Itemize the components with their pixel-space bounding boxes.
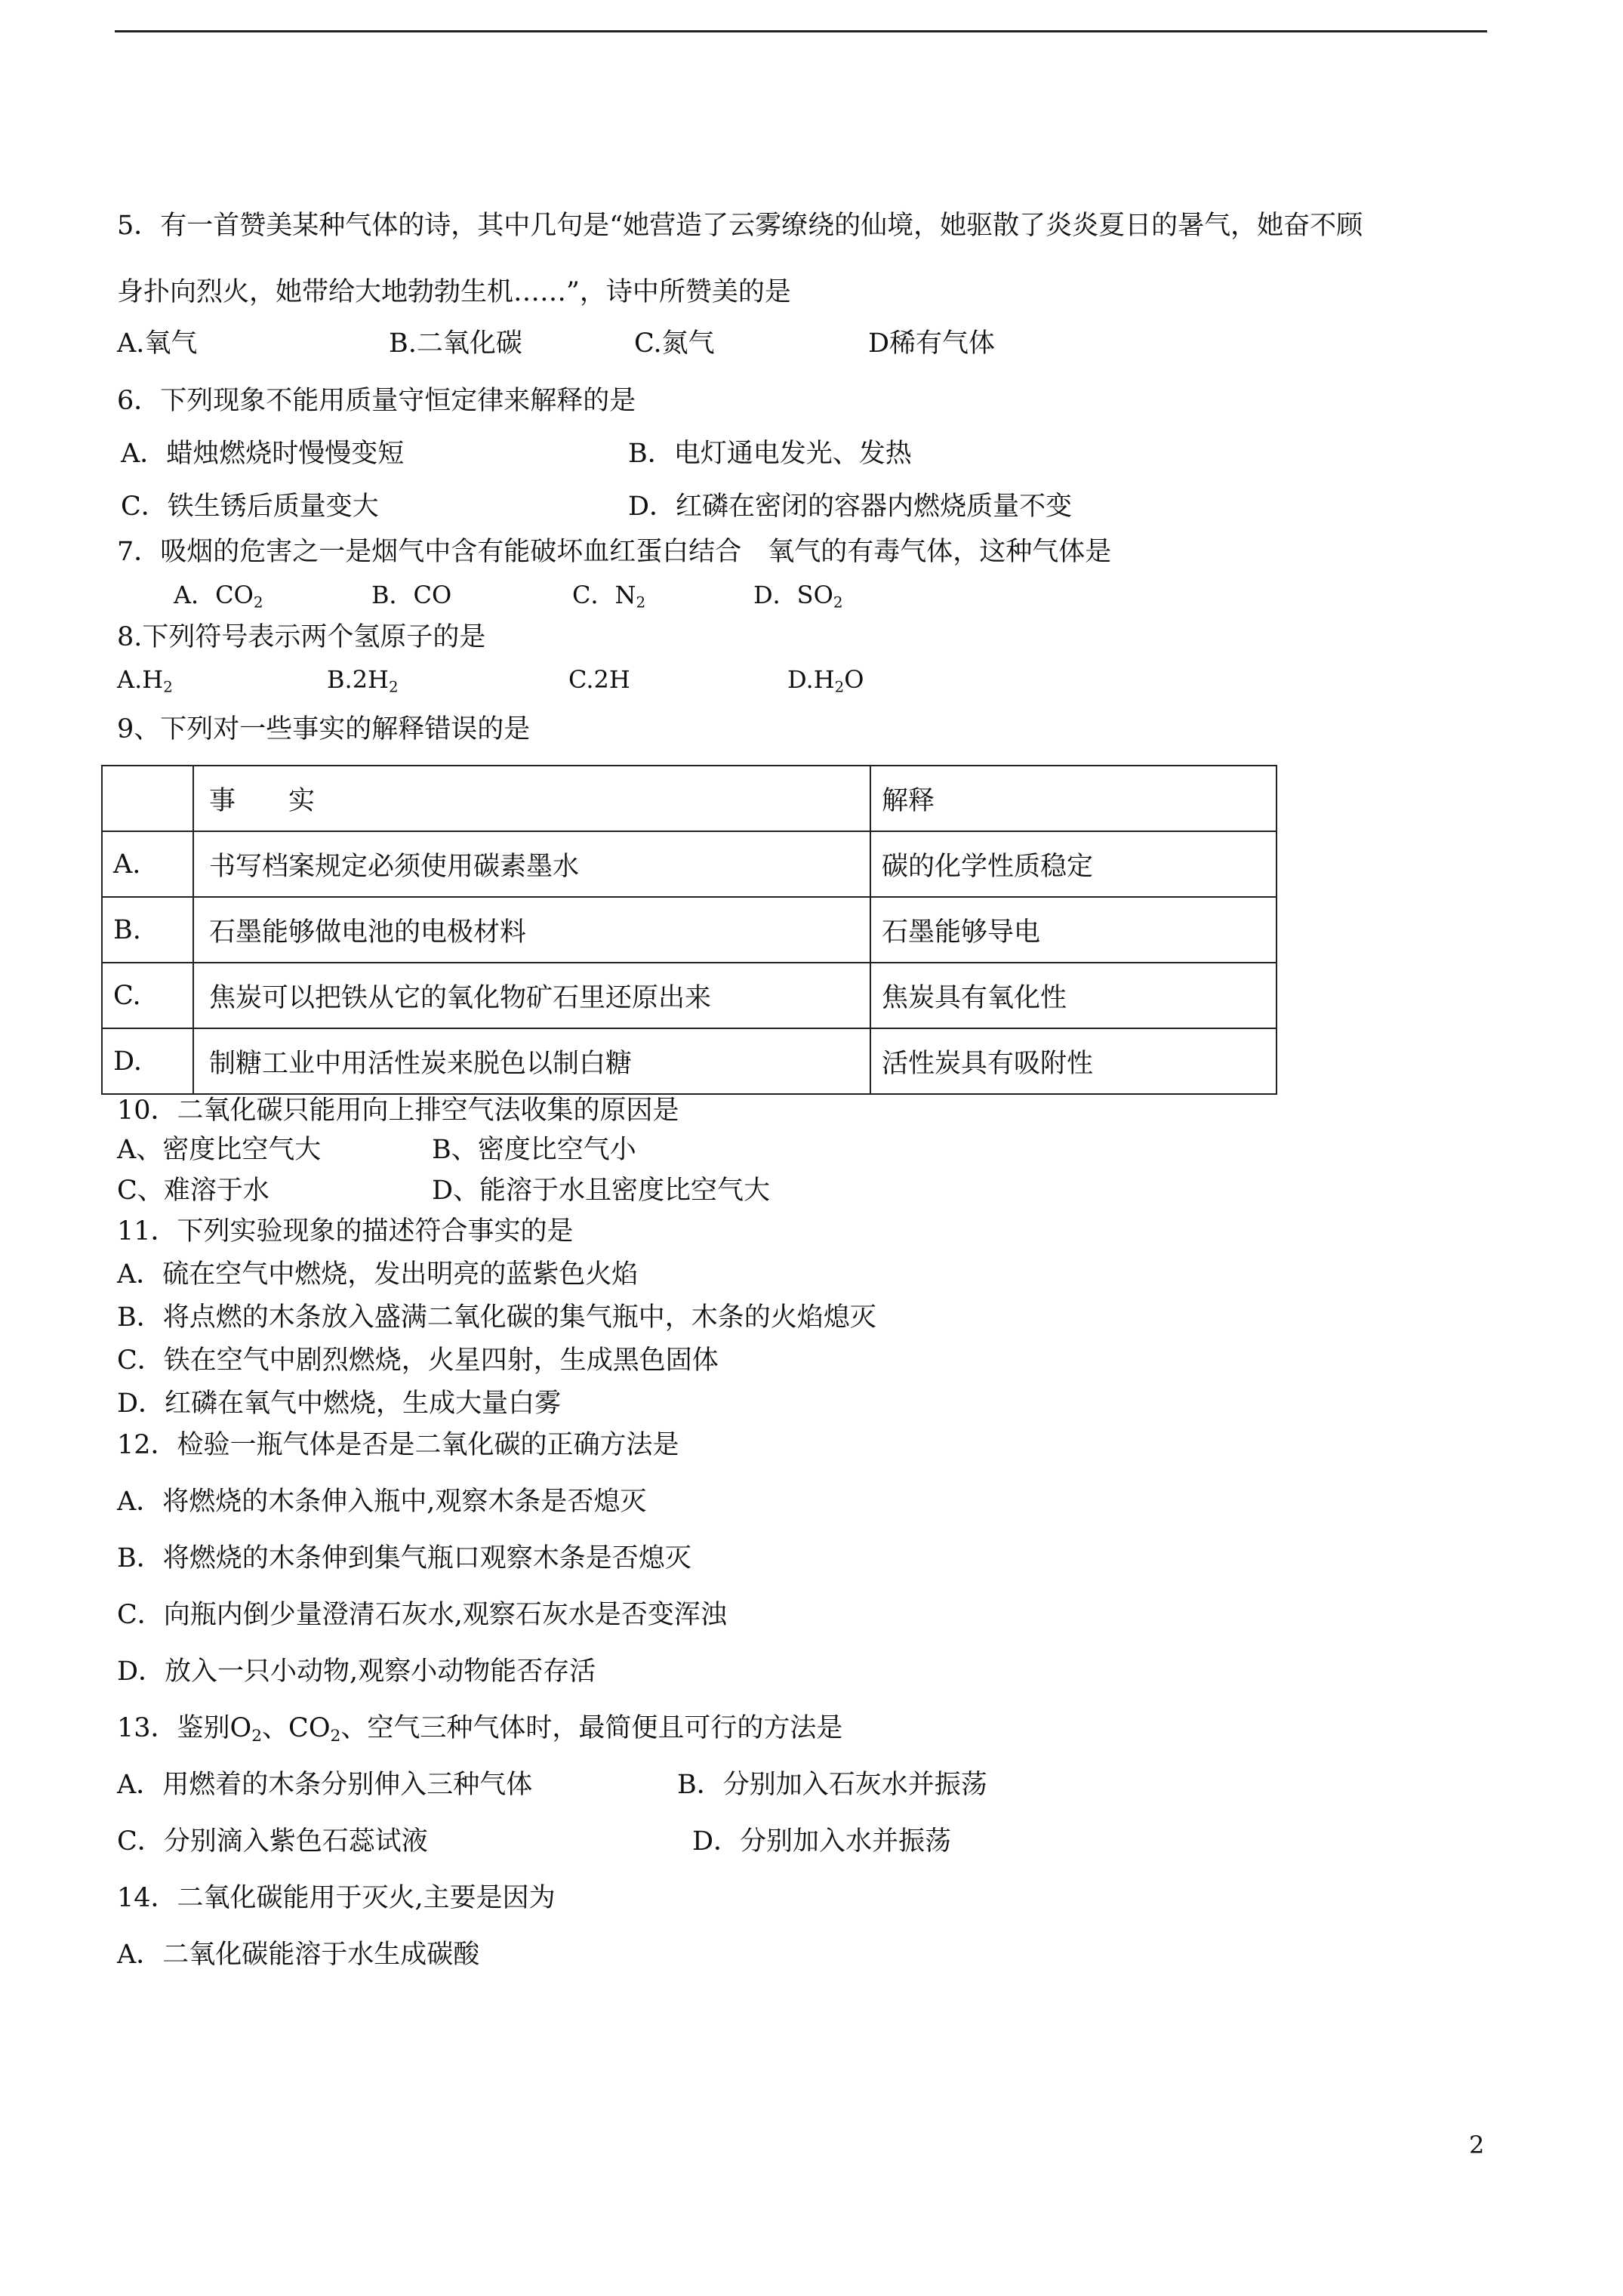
- q6-stem: 6．下列现象不能用质量守恒定律来解释的是: [117, 386, 636, 416]
- q9-stem: 9、下列对一些事实的解释错误的是: [117, 714, 531, 744]
- q11-option-b: B．将点燃的木条放入盛满二氧化碳的集气瓶中，木条的火焰熄灭: [117, 1302, 876, 1333]
- table-header-cell: [102, 766, 193, 831]
- q7-stem: 7．吸烟的危害之一是烟气中含有能破坏血红蛋白结合 氧气的有毒气体，这种气体是: [117, 537, 1112, 567]
- q10-option-a: A、密度比空气大: [117, 1135, 322, 1165]
- q7-option-a: A．$CO_2$: [174, 581, 263, 612]
- table-cell: B.: [102, 897, 193, 963]
- table-row: [102, 831, 1277, 897]
- q8-option-d: $D.H_2O$: [787, 665, 864, 696]
- table-cell: D.: [102, 1028, 193, 1094]
- q12-option-d: D．放入一只小动物,观察小动物能否存活: [117, 1657, 596, 1687]
- table-cell: 制糖工业中用活性炭来脱色以制白糖: [193, 1028, 870, 1094]
- q6-option-c: C．铁生锈后质量变大: [121, 492, 379, 522]
- facts-table: [101, 765, 1277, 1095]
- table-header-cell: 解释: [870, 766, 1277, 831]
- table-cell: 石墨能够导电: [870, 897, 1277, 963]
- q12-option-b: B．将燃烧的木条伸到集气瓶口观察木条是否熄灭: [117, 1543, 691, 1573]
- q5-option-b: B.二氧化碳: [389, 328, 522, 359]
- q5-option-a: A.氧气: [117, 328, 198, 359]
- q5-option-d: D稀有气体: [868, 328, 996, 359]
- q5-option-c: C.氮气: [634, 328, 715, 359]
- q6-option-a: A．蜡烛燃烧时慢慢变短: [121, 439, 405, 469]
- q13-option-c: C．分别滴入紫色石蕊试液: [117, 1826, 428, 1857]
- q8-option-c: C.2H: [568, 665, 630, 694]
- q13-option-a: A．用燃着的木条分别伸入三种气体: [117, 1770, 533, 1800]
- table-header-cell: 事 实: [193, 766, 870, 831]
- table-cell: 焦炭可以把铁从它的氧化物矿石里还原出来: [193, 963, 870, 1028]
- q10-option-d: D、能溶于水且密度比空气大: [432, 1176, 771, 1206]
- q12-option-c: C．向瓶内倒少量澄清石灰水,观察石灰水是否变浑浊: [117, 1600, 727, 1630]
- table-cell: 碳的化学性质稳定: [870, 831, 1277, 897]
- table-cell: C.: [102, 963, 193, 1028]
- q6-option-d: D．红磷在密闭的容器内燃烧质量不变: [628, 492, 1073, 522]
- q7-option-b: B．CO: [371, 581, 452, 609]
- q6-option-b: B．电灯通电发光、发热: [628, 439, 912, 469]
- q13-stem: 13．鉴别$O_2$、$CO_2$、空气三种气体时，最简便且可行的方法是: [117, 1713, 843, 1746]
- table-row: [102, 963, 1277, 1028]
- table-cell: 焦炭具有氧化性: [870, 963, 1277, 1028]
- q10-option-c: C、难溶于水: [117, 1176, 269, 1206]
- q5-line-2: 身扑向烈火，她带给大地勃勃生机……”，诗中所赞美的是: [117, 277, 791, 307]
- table-row: [102, 1028, 1277, 1094]
- page-number: 2: [1469, 2131, 1485, 2159]
- q14-option-a: A．二氧化碳能溶于水生成碳酸: [117, 1940, 480, 1970]
- q8-option-b: $B.2H_2$: [327, 665, 399, 696]
- q11-option-d: D．红磷在氧气中燃烧，生成大量白雾: [117, 1388, 562, 1419]
- q8-stem: 8.下列符号表示两个氢原子的是: [117, 622, 486, 652]
- table-cell: A.: [102, 831, 193, 897]
- q8-option-a: $A.H_2$: [117, 665, 173, 696]
- q7-option-d: D．$SO_2$: [753, 581, 843, 612]
- q11-stem: 11．下列实验现象的描述符合事实的是: [117, 1216, 574, 1247]
- q12-option-a: A．将燃烧的木条伸入瓶中,观察木条是否熄灭: [117, 1487, 647, 1517]
- q12-stem: 12．检验一瓶气体是否是二氧化碳的正确方法是: [117, 1430, 679, 1460]
- q11-option-c: C．铁在空气中剧烈燃烧，火星四射，生成黑色固体: [117, 1345, 719, 1376]
- q10-stem: 10．二氧化碳只能用向上排空气法收集的原因是: [117, 1096, 679, 1126]
- table-cell: 石墨能够做电池的电极材料: [193, 897, 870, 963]
- table-cell: 活性炭具有吸附性: [870, 1028, 1277, 1094]
- table-header-row: [102, 766, 1277, 831]
- q10-option-b: B、密度比空气小: [432, 1135, 636, 1165]
- q14-stem: 14．二氧化碳能用于灭火,主要是因为: [117, 1883, 556, 1913]
- q11-option-a: A．硫在空气中燃烧，发出明亮的蓝紫色火焰: [117, 1259, 639, 1290]
- table-cell: 书写档案规定必须使用碳素墨水: [193, 831, 870, 897]
- q5-line-1: 5．有一首赞美某种气体的诗，其中几句是“她营造了云雾缭绕的仙境，她驱散了炎炎夏日的暑气，她奋不顾: [117, 211, 1363, 241]
- q13-option-d: D．分别加入水并振荡: [692, 1826, 952, 1857]
- q13-option-b: B．分别加入石灰水并振荡: [677, 1770, 987, 1800]
- table-row: [102, 897, 1277, 963]
- q7-option-c: C．$N_2$: [572, 581, 646, 612]
- top-rule: [115, 30, 1487, 32]
